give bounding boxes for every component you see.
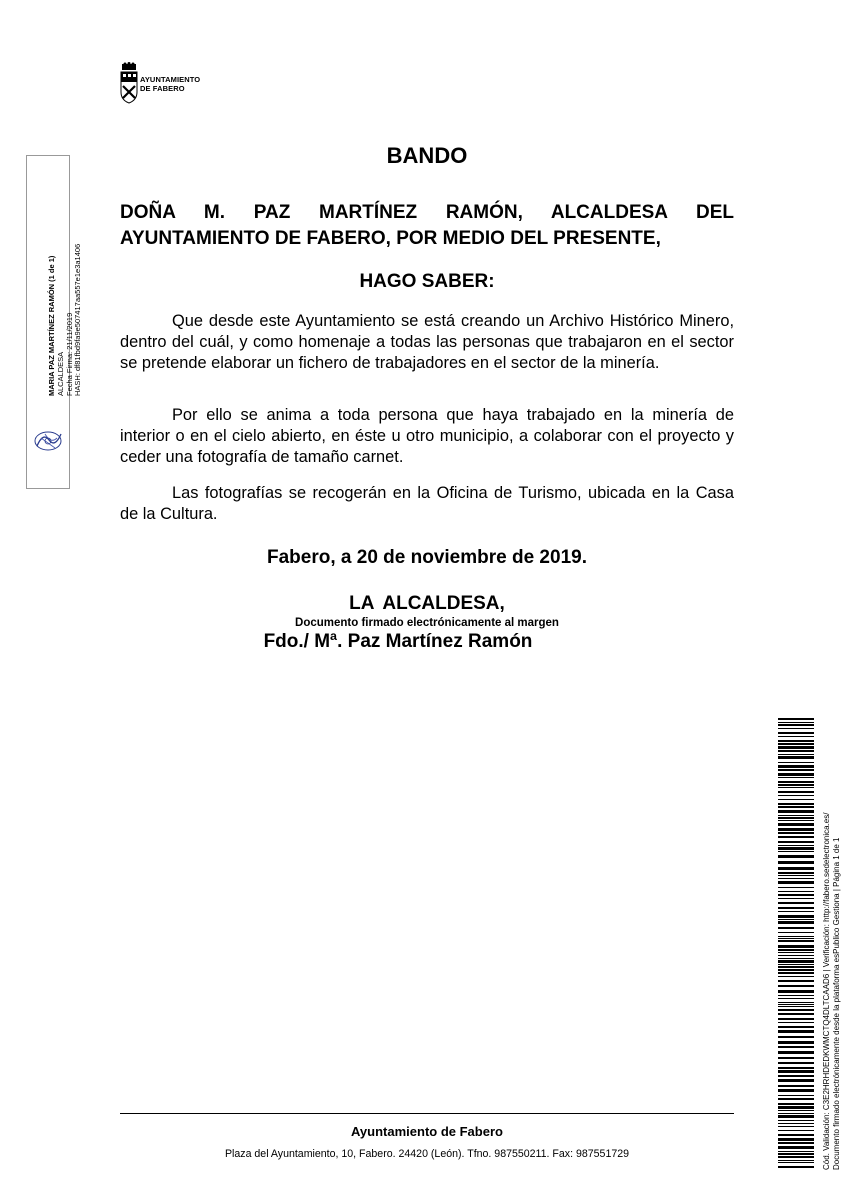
- barcode-bar: [778, 781, 814, 783]
- barcode-bar: [778, 855, 814, 858]
- barcode-bar: [778, 736, 814, 737]
- municipal-logo: [120, 62, 210, 106]
- body-paragraph-3: Las fotografías se recogerán en la Oficina de Turismo, ubicada en la Casa de la Cultura.: [120, 484, 734, 523]
- barcode-bar: [778, 828, 814, 831]
- barcode-bar: [778, 966, 814, 968]
- signer-name: Fdo./ Mª. Paz Martínez Ramón: [263, 631, 533, 652]
- barcode-bar: [778, 1079, 814, 1082]
- barcode-bar: [778, 875, 814, 876]
- barcode-bar: [778, 799, 814, 800]
- barcode-bar: [778, 1153, 814, 1155]
- barcode-bar: [778, 980, 814, 982]
- barcode-bar: [778, 810, 814, 813]
- footer-address: Plaza del Ayuntamiento, 10, Fabero. 24420 (León). Tfno. 987550211. Fax: 987551729: [224, 1148, 630, 1160]
- barcode-bar: [778, 921, 814, 924]
- barcode-bar: [778, 815, 814, 816]
- barcode-bar: [778, 1166, 814, 1168]
- barcode-bar: [778, 1115, 814, 1118]
- body-paragraph-2: Por ello se anima a toda persona que haya trabajado en la minería de interior o en el cielo abierto, en éste u otro municipio, a colaborar con el proyecto y ceder una fotografía de tamaño carnet.: [120, 406, 734, 466]
- barcode-bar: [778, 784, 814, 786]
- barcode-bar: [778, 952, 814, 953]
- barcode-bar: [778, 902, 814, 904]
- barcode-bar: [778, 898, 814, 899]
- barcode-bar: [778, 1030, 814, 1033]
- barcode-bar: [778, 907, 814, 909]
- barcode-bar: [778, 851, 814, 852]
- barcode-bar: [778, 1036, 814, 1038]
- barcode-bar: [778, 1022, 814, 1023]
- barcode-bar: [778, 936, 814, 937]
- barcode-bar: [778, 1126, 814, 1127]
- barcode-bar: [778, 1004, 814, 1005]
- barcode-bar: [778, 976, 814, 977]
- org-name: [140, 75, 200, 93]
- barcode-bar: [778, 1130, 814, 1131]
- barcode-bar: [778, 820, 814, 821]
- barcode-bar: [778, 1095, 814, 1096]
- footer-divider: [120, 1113, 734, 1114]
- barcode-bar: [778, 1106, 814, 1109]
- barcode-bar: [778, 945, 814, 948]
- barcode-bar: [778, 1103, 814, 1105]
- barcode-bar: [778, 806, 814, 808]
- barcode-bar: [778, 1067, 814, 1069]
- barcode-bar: [778, 972, 814, 974]
- barcode-bar: [778, 872, 814, 874]
- signature-box: [26, 155, 83, 489]
- barcode-bar: [778, 1018, 814, 1020]
- barcode-bar: [778, 1142, 814, 1144]
- barcode-bar: [778, 932, 814, 933]
- barcode-bar: [778, 722, 814, 723]
- barcode-bar: [778, 750, 814, 752]
- barcode-bar: [778, 817, 814, 819]
- barcode-bar: [778, 1002, 814, 1003]
- barcode-bar: [778, 911, 814, 912]
- barcode-bar: [778, 891, 814, 892]
- body-paragraph-1: Que desde este Ayuntamiento se está creando un Archivo Histórico Minero, dentro del cuál, y como homenaje a todas las personas que trabajaron en el sector se pretende elaborar un fichero de trabajadores en el sector de la minería.: [120, 312, 734, 372]
- signer-role: ALCALDESA: [55, 351, 65, 396]
- date-line: Fabero, a 20 de noviembre de 2019.: [267, 547, 587, 568]
- barcode-bar: [778, 867, 814, 870]
- barcode-bar: [778, 955, 814, 956]
- barcode-bar: [778, 995, 814, 996]
- signature-hash: HASH: df81fbd9fa9e507417aa557e1e3a1406: [73, 243, 83, 396]
- barcode-bar: [778, 841, 814, 843]
- barcode-bar: [778, 927, 814, 929]
- barcode-bar: [778, 1026, 814, 1028]
- barcode-bar: [778, 1162, 814, 1163]
- barcode-bar: [778, 915, 814, 918]
- intro-statement: DOÑA M. PAZ MARTÍNEZ RAMÓN, ALCALDESA DEL AYUNTAMIENTO DE FABERO, POR MEDIO DEL PRESENTE,: [120, 202, 734, 249]
- footer-org: Ayuntamiento de Fabero: [351, 1124, 503, 1139]
- barcode-bar: [778, 1151, 814, 1152]
- barcode-bar: [778, 919, 814, 920]
- barcode-bar: [778, 762, 814, 763]
- barcode-bar: [778, 969, 814, 971]
- barcode-bar: [778, 1113, 814, 1114]
- barcode-bar: [778, 1160, 814, 1161]
- org-name-line2: DE FABERO: [140, 84, 185, 93]
- barcode-bar: [778, 1120, 814, 1121]
- barcode-bar: [778, 832, 814, 834]
- barcode-bar: [778, 803, 814, 805]
- barcode-bar: [778, 949, 814, 951]
- barcode-bar: [778, 938, 814, 939]
- barcode-bar: [778, 1156, 814, 1158]
- barcode-bar: [778, 998, 814, 999]
- signature-stamp-icon: [31, 424, 65, 458]
- barcode-bar: [778, 878, 814, 879]
- barcode-bar: [778, 1046, 814, 1048]
- barcode-bar: [778, 756, 814, 759]
- barcode-bar: [778, 1085, 814, 1087]
- barcode-bar: [778, 1070, 814, 1073]
- org-name-line1: AYUNTAMIENTO: [140, 75, 201, 84]
- barcode-bar: [778, 754, 814, 755]
- validation-platform-line: Documento firmado electrónicamente desde la plataforma esPublico Gestiona | Página 1 de 1: [832, 837, 841, 1170]
- barcode-bar: [778, 777, 814, 778]
- barcode-bar: [778, 746, 814, 749]
- barcode-bar: [778, 1075, 814, 1077]
- barcode-bar: [778, 1013, 814, 1015]
- barcode-bar: [778, 1062, 814, 1064]
- barcode-bar: [778, 985, 814, 987]
- barcode-bar: [778, 728, 814, 729]
- barcode-bar: [778, 769, 814, 771]
- validation-code-line: Cód. Validación: C3E2HRHDEDKWMCTQ4DLTCAAD6 | Verificación: http://fabero.sedelectronica.es/: [822, 812, 831, 1170]
- barcode-bar: [778, 845, 814, 846]
- barcode-bar: [778, 787, 814, 788]
- barcode-bar: [778, 743, 814, 745]
- barcode-bar: [778, 964, 814, 965]
- barcode-bar: [778, 1089, 814, 1092]
- barcode-bar: [778, 861, 814, 864]
- document-title: BANDO: [386, 143, 468, 168]
- barcode-bar: [778, 940, 814, 942]
- barcode-bar: [778, 894, 814, 896]
- electronic-signature-note: Documento firmado electrónicamente al margen: [295, 617, 559, 629]
- barcode-bar: [778, 740, 814, 742]
- barcode-bar: [778, 1006, 814, 1007]
- barcode-bar: [778, 718, 814, 720]
- signer-title: LA ALCALDESA,: [349, 593, 505, 614]
- validation-barcode: [778, 718, 814, 1170]
- barcode-bar: [778, 795, 814, 796]
- barcode-bar: [778, 958, 814, 959]
- barcode-bar: [778, 823, 814, 826]
- barcode-bar: [778, 990, 814, 993]
- barcode-bar: [778, 791, 814, 793]
- signature-details: [48, 156, 83, 396]
- announcement-heading: HAGO SABER:: [359, 271, 495, 292]
- barcode-bar: [778, 1098, 814, 1100]
- barcode-bar: [778, 1146, 814, 1149]
- barcode-bar: [778, 765, 814, 768]
- coat-of-arms-icon: [120, 62, 138, 104]
- validation-info: [822, 710, 842, 1170]
- signature-date: Fecha Firma: 21/11/2019: [64, 312, 74, 396]
- barcode-bar: [778, 881, 814, 884]
- barcode-bar: [778, 1051, 814, 1054]
- barcode-bar: [778, 960, 814, 963]
- barcode-bar: [778, 1041, 814, 1044]
- barcode-bar: [778, 836, 814, 838]
- barcode-bar: [778, 732, 814, 734]
- barcode-bar: [778, 773, 814, 776]
- barcode-bar: [778, 1123, 814, 1124]
- barcode-bar: [778, 887, 814, 888]
- barcode-bar: [778, 847, 814, 850]
- barcode-bar: [778, 1110, 814, 1111]
- barcode-bar: [778, 1057, 814, 1059]
- barcode-bar: [778, 724, 814, 726]
- barcode-bar: [778, 1009, 814, 1011]
- barcode-bar: [778, 1134, 814, 1136]
- barcode-bar: [778, 1138, 814, 1141]
- signer-line: MARIA PAZ MARTÍNEZ RAMÓN (1 de 1): [47, 255, 56, 396]
